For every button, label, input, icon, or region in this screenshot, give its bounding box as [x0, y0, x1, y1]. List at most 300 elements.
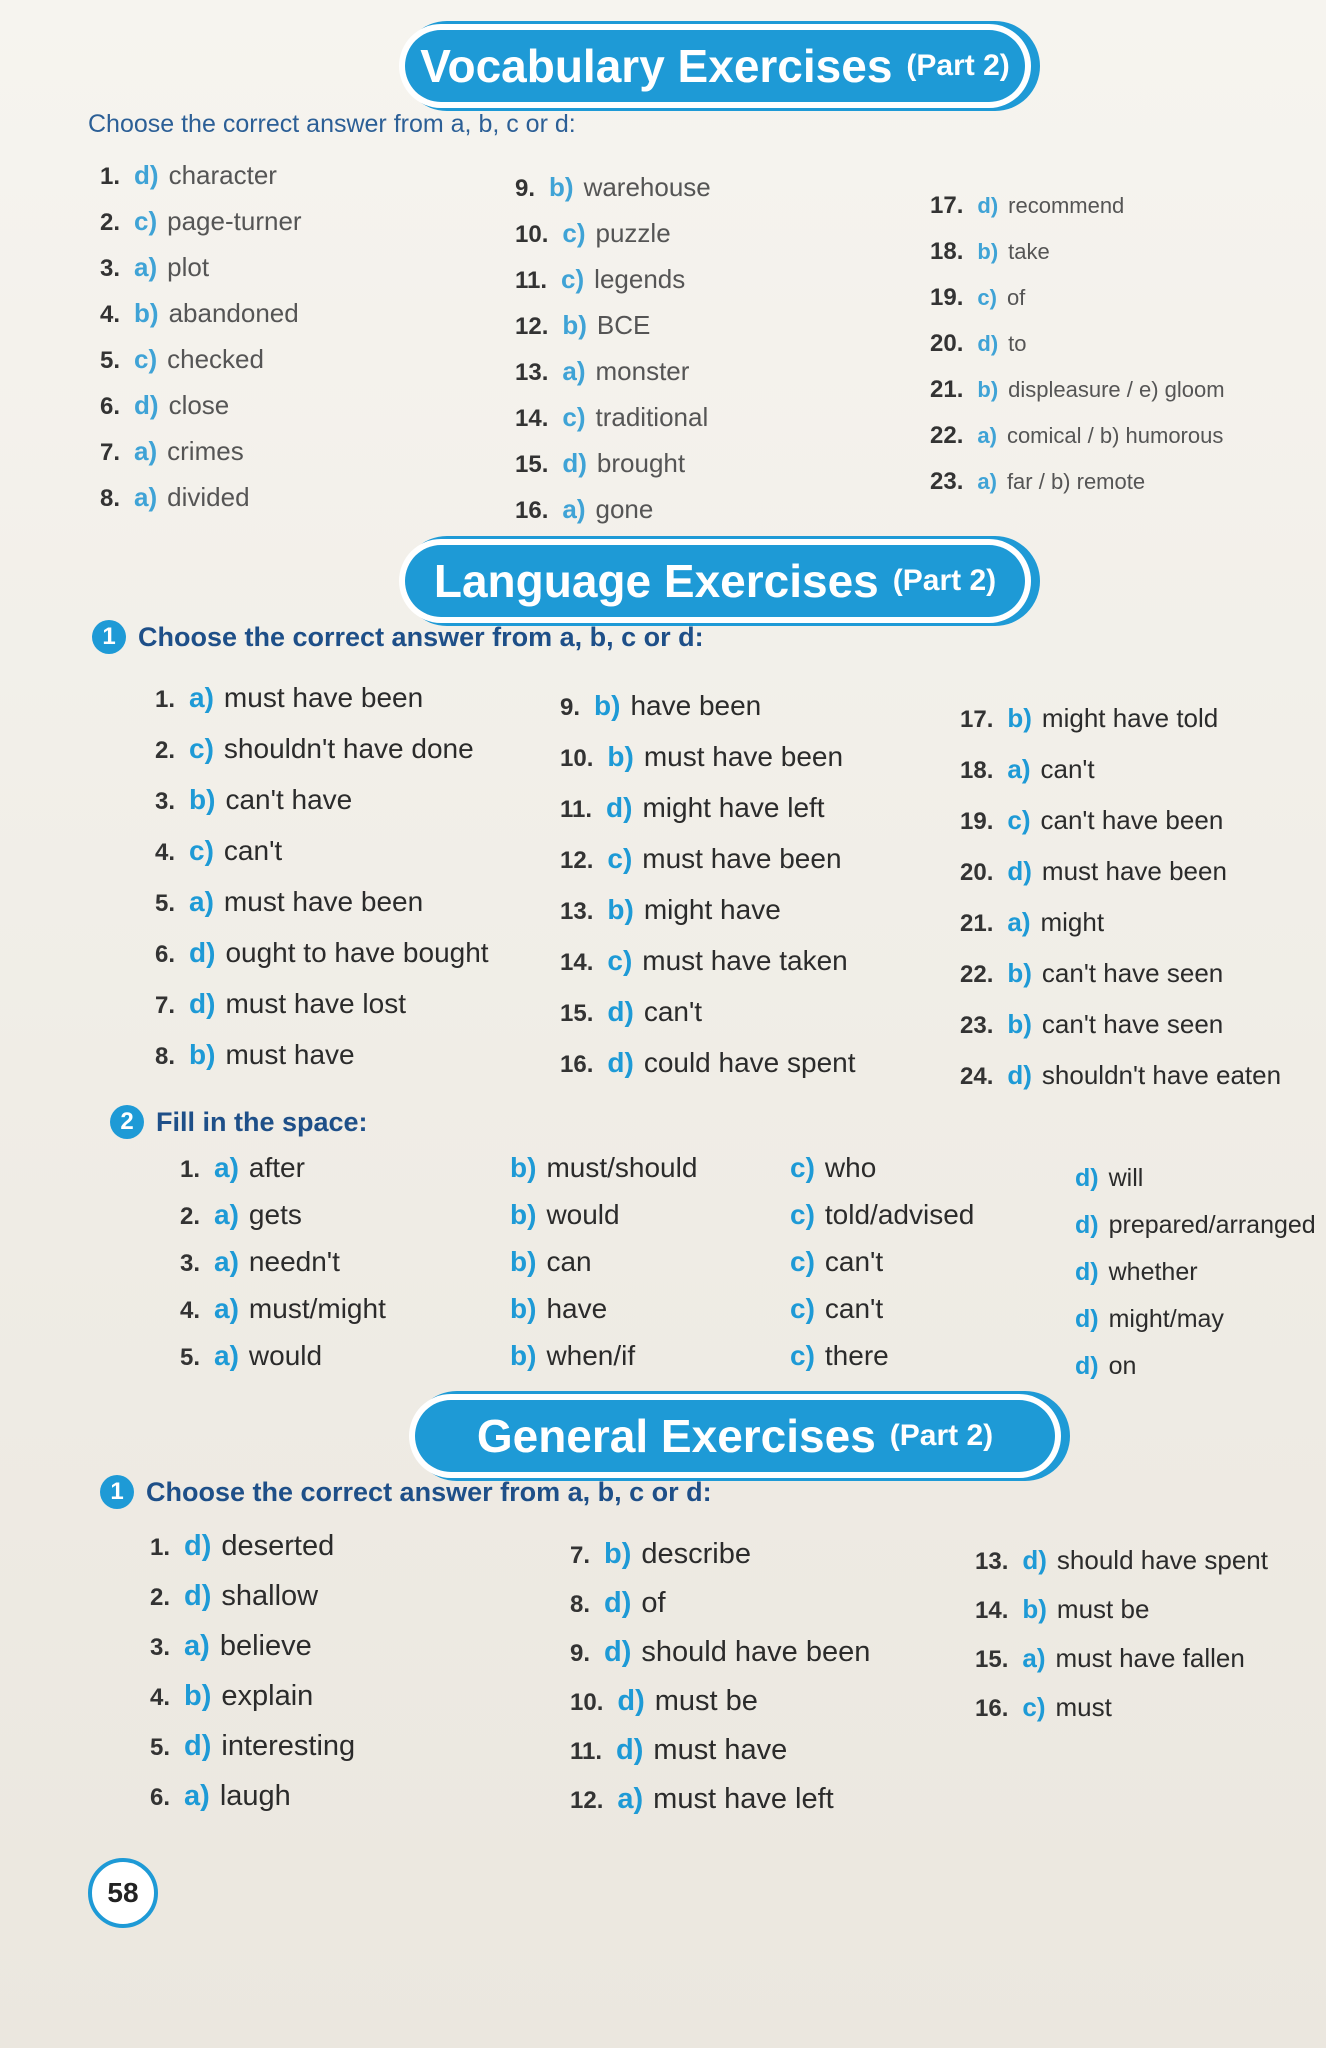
- answer-letter: b): [510, 1199, 537, 1230]
- answer-letter: d): [607, 1047, 634, 1078]
- answer-text: must be: [654, 1685, 758, 1717]
- answer-letter: a): [1007, 754, 1031, 784]
- answer-letter: b): [977, 377, 999, 402]
- fill-row-number: [180, 1293, 386, 1325]
- answer-item: [975, 1692, 1112, 1723]
- answer-text: might: [1040, 907, 1105, 937]
- answer-text: must have been: [642, 843, 842, 874]
- answer-text: character: [168, 160, 277, 190]
- answer-item: [515, 402, 708, 433]
- answer-number: 8.: [570, 1591, 591, 1618]
- answer-letter: b): [549, 172, 574, 202]
- answer-item: [150, 1680, 313, 1713]
- fill-answer: [790, 1246, 883, 1278]
- answer-letter: a): [562, 356, 586, 386]
- answer-number: 19.: [960, 808, 994, 835]
- answer-text: laugh: [219, 1780, 291, 1812]
- answer-text: can't: [643, 996, 703, 1027]
- answer-item: [515, 264, 685, 295]
- answer-text: who: [824, 1152, 877, 1183]
- answer-number: 3.: [100, 255, 121, 282]
- answer-letter: b): [510, 1293, 537, 1324]
- answer-item: [560, 945, 848, 977]
- answer-item: [155, 682, 423, 714]
- fill-answer: [1075, 1258, 1198, 1287]
- answer-text: deserted: [221, 1530, 335, 1562]
- answer-number: 13.: [560, 898, 594, 925]
- fill-row-number: [180, 1340, 322, 1372]
- answer-number: 2.: [155, 737, 176, 764]
- answer-text: must have lost: [225, 988, 406, 1019]
- answer-letter: a): [1022, 1643, 1046, 1673]
- answer-letter: d): [606, 792, 633, 823]
- answer-letter: d): [607, 996, 634, 1027]
- answer-letter: c): [1007, 805, 1031, 835]
- answer-item: [100, 344, 264, 375]
- answer-text: might/may: [1108, 1305, 1224, 1333]
- language-part: (Part 2): [892, 564, 997, 597]
- answer-item: [560, 690, 761, 722]
- answer-number: 22.: [960, 961, 994, 988]
- answer-text: must have left: [653, 1783, 834, 1815]
- language-q1-text: Choose the correct answer from a, b, c or d:: [138, 621, 704, 652]
- answer-number: 4.: [100, 301, 121, 328]
- general-banner: [415, 1400, 1055, 1472]
- answer-number: 5.: [155, 890, 176, 917]
- answer-number: 15.: [515, 451, 549, 478]
- answer-text: gone: [595, 494, 654, 524]
- answer-item: [155, 784, 352, 816]
- answer-text: describe: [641, 1538, 752, 1570]
- answer-text: traditional: [595, 402, 709, 432]
- answer-number: 5.: [180, 1344, 201, 1371]
- answer-item: [515, 310, 650, 341]
- answer-letter: d): [977, 193, 999, 218]
- answer-letter: b): [607, 741, 634, 772]
- answer-letter: b): [510, 1340, 537, 1371]
- answer-text: whether: [1108, 1258, 1198, 1286]
- answer-number: 19.: [930, 284, 964, 311]
- answer-item: [930, 238, 1050, 266]
- answer-text: far / b) remote: [1006, 469, 1146, 494]
- answer-letter: d): [604, 1587, 632, 1619]
- vocab-instruction: [88, 110, 576, 139]
- answer-text: can't: [824, 1293, 884, 1324]
- language-q1-instruction: [92, 620, 704, 654]
- answer-item: [560, 996, 702, 1028]
- answer-letter: b): [977, 239, 999, 264]
- answer-number: 14.: [975, 1597, 1009, 1624]
- answer-text: might have left: [642, 792, 825, 823]
- answer-number: 5.: [150, 1734, 171, 1761]
- answer-text: shallow: [221, 1580, 319, 1612]
- answer-number: 16.: [560, 1051, 594, 1078]
- question-number-badge: 1: [92, 620, 126, 654]
- answer-number: 13.: [515, 359, 549, 386]
- answer-item: [960, 1060, 1281, 1091]
- question-number-badge: 2: [110, 1105, 144, 1139]
- answer-text: can't: [1040, 754, 1095, 784]
- answer-letter: d): [189, 937, 216, 968]
- answer-text: needn't: [248, 1246, 340, 1277]
- answer-number: 9.: [515, 175, 536, 202]
- answer-number: 4.: [180, 1297, 201, 1324]
- answer-letter: c): [134, 206, 158, 236]
- answer-text: must have been: [223, 682, 424, 713]
- answer-item: [515, 356, 689, 387]
- fill-answer: [790, 1199, 974, 1231]
- answer-text: there: [824, 1340, 889, 1371]
- answer-item: [930, 192, 1124, 220]
- answer-item: [960, 703, 1218, 734]
- answer-letter: d): [1075, 1305, 1099, 1333]
- answer-text: monster: [595, 356, 690, 386]
- answer-letter: c): [790, 1152, 815, 1183]
- answer-letter: a): [214, 1340, 239, 1371]
- answer-number: 7.: [100, 439, 121, 466]
- answer-text: plot: [167, 252, 210, 282]
- answer-item: [150, 1730, 355, 1763]
- answer-letter: a): [1007, 907, 1031, 937]
- answer-number: 6.: [155, 941, 176, 968]
- answer-item: [960, 856, 1227, 887]
- answer-item: [570, 1636, 870, 1669]
- fill-answer: [510, 1246, 592, 1278]
- answer-text: would: [248, 1340, 323, 1371]
- page-number: 58: [88, 1858, 158, 1928]
- answer-number: 8.: [100, 485, 121, 512]
- answer-text: comical / b) humorous: [1006, 423, 1224, 448]
- answer-item: [155, 886, 423, 918]
- answer-number: 23.: [930, 468, 964, 495]
- answer-letter: d): [1075, 1258, 1099, 1286]
- answer-letter: c): [561, 264, 585, 294]
- answer-item: [930, 284, 1025, 312]
- answer-letter: c): [562, 218, 586, 248]
- answer-letter: a): [214, 1199, 239, 1230]
- answer-letter: d): [977, 331, 999, 356]
- fill-row-number: [180, 1199, 302, 1231]
- answer-letter: a): [562, 494, 586, 524]
- answer-number: 3.: [155, 788, 176, 815]
- answer-text: when/if: [546, 1340, 636, 1371]
- answer-letter: d): [1075, 1211, 1099, 1239]
- answer-letter: b): [1007, 1009, 1032, 1039]
- answer-text: must have been: [1041, 856, 1227, 886]
- fill-answer: [510, 1199, 620, 1231]
- answer-text: must have been: [223, 886, 424, 917]
- answer-letter: a): [134, 252, 158, 282]
- answer-item: [930, 376, 1225, 404]
- answer-item: [960, 907, 1104, 938]
- answer-text: have been: [630, 690, 762, 721]
- answer-text: can't have seen: [1041, 958, 1224, 988]
- answer-letter: a): [977, 423, 997, 448]
- answer-text: warehouse: [583, 172, 711, 202]
- answer-item: [150, 1580, 318, 1613]
- answer-letter: a): [184, 1630, 210, 1662]
- answer-letter: d): [1007, 1060, 1032, 1090]
- answer-item: [150, 1780, 291, 1813]
- fill-answer: [790, 1293, 883, 1325]
- answer-item: [560, 741, 843, 773]
- answer-letter: d): [617, 1685, 645, 1717]
- answer-letter: d): [1075, 1164, 1099, 1192]
- answer-text: gets: [248, 1199, 302, 1230]
- language-q2-instruction: [110, 1105, 368, 1139]
- answer-text: should have been: [641, 1636, 871, 1668]
- answer-number: 10.: [570, 1689, 604, 1716]
- answer-letter: a): [134, 436, 158, 466]
- fill-answer: [790, 1340, 889, 1372]
- vocab-title: Vocabulary Exercises: [420, 40, 893, 92]
- answer-text: must have: [225, 1039, 355, 1070]
- answer-number: 1.: [155, 686, 176, 713]
- answer-text: must be: [1056, 1594, 1150, 1624]
- answer-letter: d): [616, 1734, 644, 1766]
- answer-item: [100, 160, 277, 191]
- answer-number: 1.: [180, 1156, 201, 1183]
- answer-letter: b): [1022, 1594, 1047, 1624]
- answer-letter: b): [184, 1680, 212, 1712]
- answer-item: [930, 330, 1027, 358]
- answer-letter: d): [562, 448, 587, 478]
- fill-answer: [1075, 1211, 1316, 1240]
- answer-text: recommend: [1008, 193, 1125, 218]
- answer-letter: d): [184, 1730, 212, 1762]
- answer-text: BCE: [596, 310, 651, 340]
- answer-number: 3.: [150, 1634, 171, 1661]
- answer-text: puzzle: [595, 218, 671, 248]
- answer-item: [155, 1039, 355, 1071]
- answer-text: legends: [594, 264, 686, 294]
- answer-text: checked: [167, 344, 264, 374]
- answer-letter: d): [189, 988, 216, 1019]
- answer-number: 21.: [930, 376, 964, 403]
- answer-text: divided: [167, 482, 250, 512]
- answer-number: 20.: [930, 330, 964, 357]
- answer-text: might have told: [1041, 703, 1219, 733]
- answer-number: 20.: [960, 859, 994, 886]
- answer-item: [570, 1538, 751, 1571]
- fill-answer: [510, 1340, 635, 1372]
- answer-text: must: [1055, 1692, 1112, 1722]
- vocab-part: (Part 2): [906, 49, 1010, 82]
- answer-item: [570, 1783, 834, 1816]
- question-number-badge: 1: [100, 1475, 134, 1509]
- answer-text: must have: [653, 1734, 788, 1766]
- answer-text: must have been: [643, 741, 844, 772]
- answer-letter: b): [1007, 958, 1032, 988]
- answer-item: [560, 894, 781, 926]
- answer-letter: c): [189, 835, 214, 866]
- answer-letter: b): [510, 1246, 537, 1277]
- answer-number: 3.: [180, 1250, 201, 1277]
- vocab-banner: [405, 30, 1025, 102]
- answer-item: [100, 252, 209, 283]
- answer-number: 18.: [960, 757, 994, 784]
- answer-letter: c): [790, 1340, 815, 1371]
- answer-number: 7.: [155, 992, 176, 1019]
- answer-number: 2.: [180, 1203, 201, 1230]
- answer-text: told/advised: [824, 1199, 975, 1230]
- answer-number: 4.: [155, 839, 176, 866]
- answer-number: 13.: [975, 1548, 1009, 1575]
- fill-answer: [510, 1293, 607, 1325]
- answer-item: [975, 1545, 1268, 1576]
- answer-item: [515, 448, 685, 479]
- answer-number: 18.: [930, 238, 964, 265]
- answer-number: 17.: [960, 706, 994, 733]
- answer-number: 8.: [155, 1043, 176, 1070]
- answer-number: 2.: [150, 1584, 171, 1611]
- answer-item: [100, 390, 229, 421]
- answer-item: [560, 843, 842, 875]
- answer-letter: a): [189, 886, 214, 917]
- answer-letter: b): [562, 310, 587, 340]
- answer-number: 6.: [100, 393, 121, 420]
- answer-item: [570, 1734, 787, 1767]
- answer-letter: d): [134, 390, 159, 420]
- answer-letter: d): [184, 1530, 212, 1562]
- answer-text: should have spent: [1056, 1545, 1268, 1575]
- answer-letter: a): [617, 1783, 644, 1815]
- answer-text: to: [1008, 331, 1027, 356]
- answer-number: 12.: [560, 847, 594, 874]
- answer-number: 21.: [960, 910, 994, 937]
- answer-number: 6.: [150, 1784, 171, 1811]
- answer-text: must have taken: [642, 945, 848, 976]
- answer-letter: a): [189, 682, 214, 713]
- answer-text: could have spent: [643, 1047, 856, 1078]
- answer-number: 1.: [100, 163, 121, 190]
- answer-item: [930, 422, 1223, 450]
- language-title: Language Exercises: [433, 555, 879, 607]
- answer-text: close: [168, 390, 230, 420]
- general-q1-instruction: [100, 1475, 712, 1509]
- answer-text: brought: [596, 448, 686, 478]
- answer-text: must/might: [248, 1293, 386, 1324]
- answer-text: on: [1108, 1352, 1137, 1380]
- answer-text: believe: [219, 1630, 312, 1662]
- answer-letter: b): [189, 784, 216, 815]
- answer-letter: b): [604, 1538, 632, 1570]
- answer-number: 9.: [570, 1640, 591, 1667]
- answer-item: [960, 754, 1095, 785]
- answer-item: [100, 206, 302, 237]
- answer-letter: a): [977, 469, 997, 494]
- answer-number: 10.: [515, 221, 549, 248]
- answer-number: 11.: [515, 267, 548, 294]
- answer-letter: c): [977, 285, 997, 310]
- answer-text: would: [546, 1199, 620, 1230]
- answer-text: page-turner: [167, 206, 302, 236]
- answer-text: have: [546, 1293, 608, 1324]
- answer-item: [960, 805, 1223, 836]
- answer-text: explain: [221, 1680, 314, 1712]
- answer-item: [155, 733, 474, 765]
- answer-text: interesting: [221, 1730, 356, 1762]
- answer-letter: a): [184, 1780, 210, 1812]
- answer-letter: d): [1075, 1352, 1099, 1380]
- answer-letter: b): [594, 690, 621, 721]
- answer-letter: d): [1007, 856, 1032, 886]
- vocab-instruction-text: Choose the correct answer from a, b, c or d:: [88, 110, 576, 138]
- fill-answer: [1075, 1352, 1136, 1381]
- answer-letter: b): [1007, 703, 1032, 733]
- general-q1-text: Choose the correct answer from a, b, c or d:: [146, 1476, 712, 1507]
- answer-number: 4.: [150, 1684, 171, 1711]
- answer-number: 22.: [930, 422, 964, 449]
- fill-answer: [1075, 1164, 1143, 1193]
- answer-letter: b): [189, 1039, 216, 1070]
- answer-item: [975, 1594, 1149, 1625]
- answer-text: after: [248, 1152, 305, 1183]
- answer-letter: a): [214, 1246, 239, 1277]
- answer-letter: c): [134, 344, 158, 374]
- answer-letter: d): [1022, 1545, 1047, 1575]
- answer-number: 9.: [560, 694, 581, 721]
- language-q2-text: Fill in the space:: [156, 1106, 368, 1137]
- answer-text: will: [1108, 1164, 1144, 1192]
- answer-letter: a): [214, 1293, 239, 1324]
- answer-item: [570, 1587, 666, 1620]
- answer-letter: c): [607, 945, 633, 976]
- answer-text: abandoned: [168, 298, 299, 328]
- answer-letter: c): [1022, 1692, 1046, 1722]
- answer-number: 10.: [560, 745, 594, 772]
- fill-answer: [1075, 1305, 1224, 1334]
- general-part: (Part 2): [889, 1419, 994, 1452]
- answer-number: 11.: [560, 796, 593, 823]
- answer-item: [515, 172, 711, 203]
- answer-item: [570, 1685, 758, 1718]
- answer-number: 7.: [570, 1542, 591, 1569]
- answer-item: [100, 436, 244, 467]
- answer-item: [515, 494, 653, 525]
- general-title: General Exercises: [476, 1410, 876, 1462]
- answer-item: [100, 298, 299, 329]
- answer-text: ought to have bought: [225, 937, 489, 968]
- answer-item: [975, 1643, 1245, 1674]
- answer-number: 12.: [515, 313, 549, 340]
- answer-number: 14.: [560, 949, 594, 976]
- answer-item: [155, 937, 489, 969]
- answer-number: 11.: [570, 1738, 603, 1765]
- answer-text: can't have been: [1040, 805, 1224, 835]
- answer-text: can't have seen: [1041, 1009, 1224, 1039]
- answer-letter: d): [134, 160, 159, 190]
- answer-text: can't have: [225, 784, 353, 815]
- answer-letter: c): [607, 843, 633, 874]
- fill-row-number: [180, 1152, 305, 1184]
- answer-letter: d): [184, 1580, 212, 1612]
- answer-number: 12.: [570, 1787, 604, 1814]
- fill-answer: [790, 1152, 876, 1184]
- answer-number: 15.: [560, 1000, 594, 1027]
- answer-item: [150, 1530, 334, 1563]
- answer-letter: b): [510, 1152, 537, 1183]
- answer-letter: d): [604, 1636, 632, 1668]
- answer-text: might have: [643, 894, 781, 925]
- answer-number: 2.: [100, 209, 121, 236]
- answer-text: prepared/arranged: [1108, 1211, 1316, 1239]
- answer-item: [960, 1009, 1223, 1040]
- answer-item: [930, 468, 1145, 496]
- language-banner: [405, 545, 1025, 617]
- answer-item: [150, 1630, 312, 1663]
- answer-letter: c): [790, 1293, 815, 1324]
